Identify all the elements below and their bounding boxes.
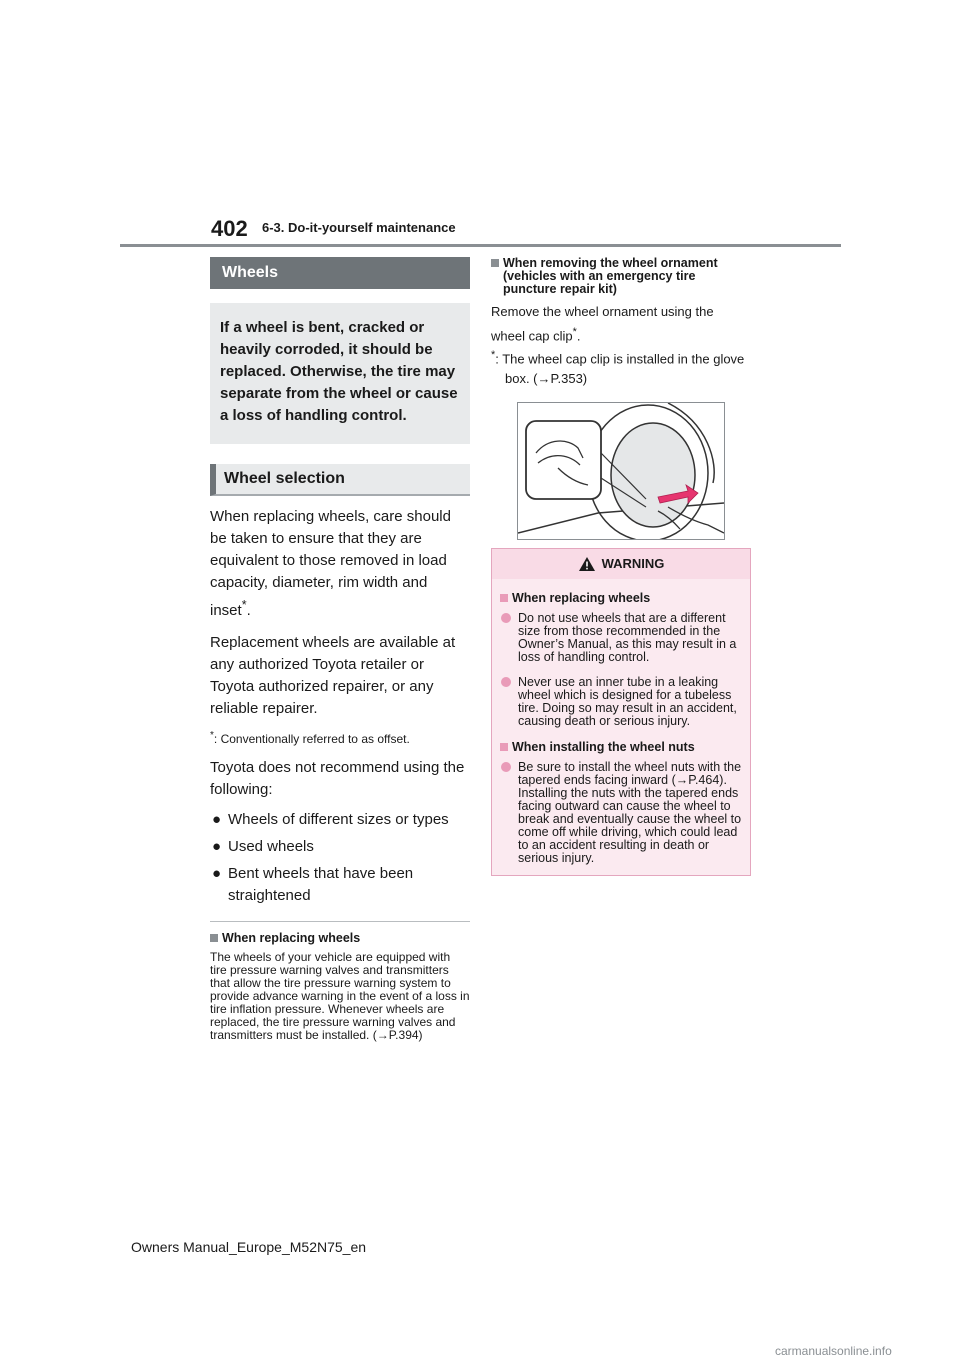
wheel-selection-heading: Wheel selection bbox=[210, 464, 470, 496]
wheel-ornament-drawing bbox=[518, 403, 724, 539]
wheels-heading: Wheels bbox=[210, 257, 470, 289]
square-bullet-icon bbox=[491, 259, 499, 267]
page-number: 402 bbox=[211, 216, 248, 241]
warning-title: WARNING bbox=[601, 556, 665, 572]
square-bullet-icon bbox=[500, 594, 508, 602]
bullet-icon: ● bbox=[212, 865, 222, 882]
warning-box bbox=[491, 548, 751, 876]
square-bullet-icon bbox=[210, 934, 218, 942]
wheel-ornament-illustration bbox=[517, 402, 725, 540]
bullet-icon: ● bbox=[212, 838, 222, 855]
square-bullet-icon bbox=[500, 743, 508, 751]
warning-header bbox=[492, 549, 750, 579]
section-divider bbox=[210, 921, 470, 922]
offset-footnote: *: Conventionally referred to as offset. bbox=[210, 730, 410, 746]
page-header bbox=[0, 0, 960, 250]
left-column bbox=[210, 257, 470, 1042]
replacing-wheels-text: The wheels of your vehicle are equipped with tire pressure warning valves and transmitters that allow the tire pressure warning system to provide advance warning in the event of a loss in tire inflation pressure. Whenever wheels are replaced, the tire pressure warning valves and transmitters must be installed. (→P.394) bbox=[210, 950, 470, 1042]
warning-item: Be sure to install the wheel nuts with the tapered ends facing inward (→P.464). Installing the nuts with the tapered ends facing outward can cause the wheel to break and eventually cause the wheel to come off while driving, which could lead to an accident resulting in death or serious injury. bbox=[500, 761, 742, 865]
selection-paragraph: When replacing wheels, care should be taken to ensure that they are equivalent to those removed in load capacity, diameter, rim width and inset*. bbox=[210, 508, 451, 619]
right-column bbox=[491, 257, 751, 876]
intro-box: If a wheel is bent, cracked or heavily corroded, it should be replaced. Otherwise, the tire may separate from the wheel or cause a loss of handling control. bbox=[210, 303, 470, 444]
recommend-paragraph: Toyota does not recommend using the following: bbox=[210, 759, 465, 798]
warning-item: Do not use wheels that are a different size from those recommended in the Owner’s Manual, as this may result in a loss of handling control. bbox=[500, 612, 742, 664]
watermark: carmanualsonline.info bbox=[775, 1344, 892, 1358]
header-rule bbox=[120, 244, 841, 247]
bullet-icon: ● bbox=[212, 811, 222, 828]
warning-body bbox=[492, 579, 750, 875]
not-recommended-list bbox=[210, 809, 470, 907]
replacement-paragraph: Replacement wheels are available at any authorized Toyota retailer or Toyota authorized repairer, or any reliable repairer. bbox=[210, 634, 456, 717]
warning-subheading-nuts: When installing the wheel nuts bbox=[500, 740, 742, 755]
warning-item: Never use an inner tube in a leaking wheel which is designed for a tubeless tire. Doing so may result in an accident, causing death or serious injury. bbox=[500, 676, 742, 728]
removing-ornament-text: Remove the wheel ornament using the wheel cap clip*. bbox=[491, 304, 714, 344]
bullet-icon bbox=[501, 677, 511, 687]
list-item: ● Used wheels bbox=[210, 836, 470, 858]
section-title: 6-3. Do-it-yourself maintenance bbox=[262, 220, 456, 235]
replacing-wheels-heading: When replacing wheels bbox=[210, 932, 470, 945]
list-item: ● Wheels of different sizes or types bbox=[210, 809, 470, 831]
removing-ornament-heading: When removing the wheel ornament (vehicles with an emergency tire puncture repair kit) bbox=[491, 257, 751, 296]
warning-triangle-icon bbox=[578, 556, 596, 572]
document-footer: Owners Manual_Europe_M52N75_en bbox=[131, 1239, 367, 1255]
bullet-icon bbox=[501, 613, 511, 623]
clip-footnote: *: The wheel cap clip is installed in the glove box. (→P.353) bbox=[491, 349, 745, 386]
bullet-icon bbox=[501, 762, 511, 772]
warning-subheading-replacing: When replacing wheels bbox=[500, 591, 742, 606]
list-item: ● Bent wheels that have been straightened bbox=[212, 865, 414, 904]
